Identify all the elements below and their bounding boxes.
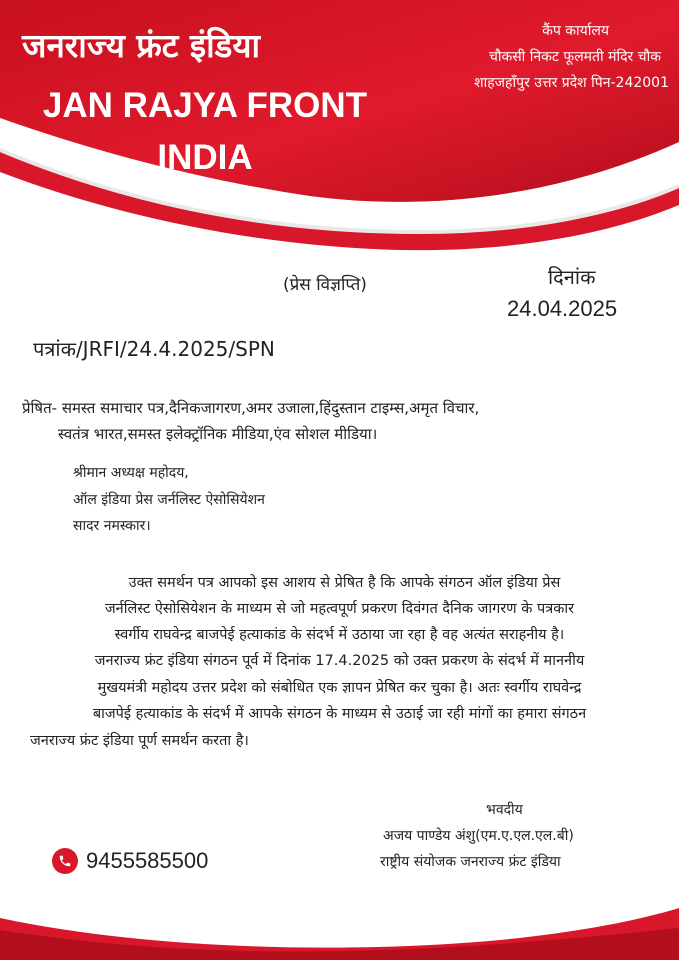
signatory-name: अजय पाण्डेय अंशु(एम.ए.एल.एल.बी)	[383, 828, 574, 844]
body-line: जर्नलिस्ट ऐसोसियेशन के माध्यम से जो महत्वपूर्ण प्रकरण दिवंगत दैनिक जागरण के पत्रकार	[104, 601, 575, 617]
phone-number: 9455585500	[86, 848, 209, 873]
body-line: जनराज्य फ्रंट इंडिया पूर्ण समर्थन करता है।	[30, 733, 249, 749]
office-address	[399, 18, 669, 96]
org-name-english	[0, 80, 410, 184]
footer-banner	[0, 890, 679, 960]
closing-text: भवदीय	[486, 802, 523, 818]
date-label: दिनांक	[548, 265, 596, 289]
body-line: मुखयमंत्री महोदय उत्तर प्रदेश को संबोधित एक ज्ञापन प्रेषित कर चुका है। अतः स्वर्गीय राघवेन्द्र	[97, 680, 582, 696]
reference-number: पत्रांक/JRFI/24.4.2025/SPN	[33, 337, 275, 361]
recipients-line-2: स्वतंत्र भारत,समस्त इलेक्ट्रॉनिक मीडिया,एंव सोशल मीडिया।	[58, 425, 378, 443]
body-line: उक्त समर्थन पत्र आपको इस आशय से प्रेषित है कि आपके संगठन ऑल इंडिया प्रेस	[128, 575, 561, 591]
org-name-english-line2: INDIA	[157, 138, 253, 177]
recipients-line-1: प्रेषित- समस्त समाचार पत्र,दैनिकजागरण,अमर उजाला,हिंदुस्तान टाइम्स,अमृत विचार,	[22, 399, 480, 417]
salutation-line-3: सादर नमस्कार।	[73, 518, 151, 534]
body-line: बाजपेई हत्याकांड के संदर्भ में आपके संगठन के माध्यम से उठाई जा रही मांगों का हमारा संगठन	[92, 706, 587, 722]
address-line-2: चौकसी निकट फूलमती मंदिर चौक	[488, 49, 661, 65]
signatory-designation: राष्ट्रीय संयोजक जनराज्य फ्रंट इंडिया	[380, 854, 561, 870]
salutation-line-1: श्रीमान अध्यक्ष महोदय,	[73, 465, 189, 481]
phone-icon	[52, 848, 78, 874]
address-line-3: शाहजहाँपुर उत्तर प्रदेश पिन-242001	[474, 75, 669, 91]
press-release-label: (प्रेस विज्ञप्ति)	[283, 275, 367, 295]
org-name-english-line1: JAN RAJYA FRONT	[42, 86, 368, 125]
date-value: 24.04.2025	[507, 296, 618, 321]
salutation-line-2: ऑल इंडिया प्रेस जर्नलिस्ट ऐसोसियेशन	[73, 492, 265, 508]
phone-contact	[52, 848, 208, 874]
org-name-hindi: जनराज्य फ्रंट इंडिया	[22, 26, 261, 65]
address-line-1: कैंप कार्यालय	[542, 23, 609, 39]
body-line: जनराज्य फ्रंट इंडिया संगठन पूर्व में दिनांक 17.4.2025 को उक्त प्रकरण के संदर्भ में माननीय	[94, 653, 585, 669]
body-line: स्वर्गीय राघवेन्द्र बाजपेई हत्याकांड के संदर्भ में उठाया जा रहा है वह अत्यंत सराहनीय है।	[114, 627, 565, 643]
